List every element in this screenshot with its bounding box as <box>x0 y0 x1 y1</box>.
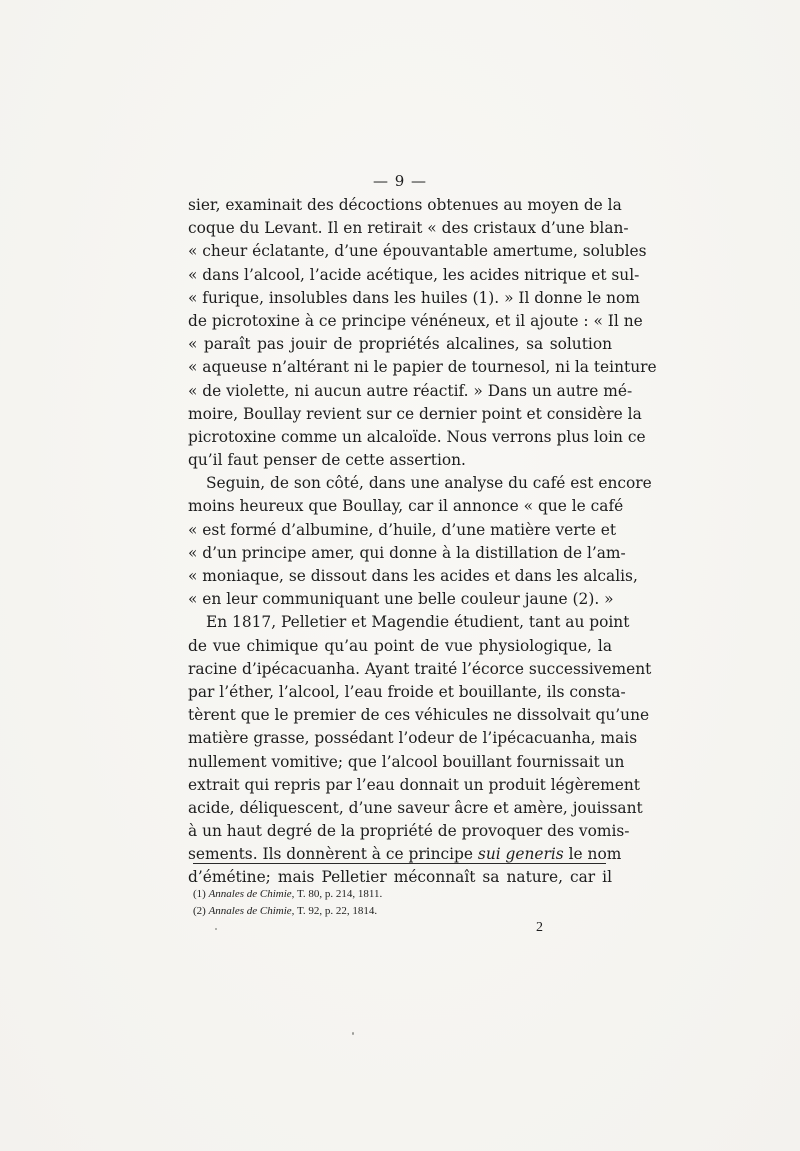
paragraph-3 <box>188 611 652 889</box>
paper-speck <box>215 928 217 930</box>
paragraph-2 <box>188 472 652 611</box>
text-line: matière grasse, possédant l’odeur de l’ipécacuanha, mais <box>188 729 638 748</box>
text-line: picrotoxine comme un alcaloïde. Nous verrons plus loin ce <box>188 427 646 446</box>
text-line: coque du Levant. Il en retirait « des cristaux d’une blan- <box>188 219 629 238</box>
text-line: acide, déliquescent, d’une saveur âcre et amère, jouissant <box>188 798 643 817</box>
text-line: tèrent que le premier de ces véhicules ne dissolvait qu’une <box>188 706 650 725</box>
text-line: En 1817, Pelletier et Magendie étudient, tant au point <box>206 613 630 632</box>
text-line: « en leur communiquant une belle couleur jaune (2). » <box>188 590 614 609</box>
text-line: Seguin, de son côté, dans une analyse du café est encore <box>206 474 652 493</box>
page-number: — 9 — <box>372 172 428 190</box>
text-line: « dans l’alcool, l’acide acétique, les acides nitrique et sul- <box>188 265 640 284</box>
text-line: par l’éther, l’alcool, l’eau froide et bouillante, ils consta- <box>188 682 626 701</box>
text-line: « moniaque, se dissout dans les acides et dans les alcalis, <box>188 567 638 585</box>
text-line: moire, Boullay revient sur ce dernier point et considère la <box>188 404 642 423</box>
footnote <box>193 886 613 903</box>
text-line: extrait qui repris par l’eau donnait un produit légèrement <box>188 775 640 794</box>
footnote-source: Annales de Chimie, <box>208 905 295 917</box>
footnotes <box>193 886 613 920</box>
text-line: racine d’ipécacuanha. Ayant traité l’écorce successivement <box>188 659 652 678</box>
footnote <box>193 903 613 920</box>
footnote-divider <box>193 863 606 864</box>
text-line: sements. Ils donnèrent à ce principe sui generis le nom <box>188 845 622 864</box>
footnote-reference: T. 92, p. 22, 1814. <box>297 905 378 917</box>
footnote-reference: T. 80, p. 214, 1811. <box>297 888 383 900</box>
text-line: « d’un principe amer, qui donne à la distillation de l’am- <box>188 543 626 562</box>
body-text <box>188 194 657 890</box>
text-line: qu’il faut penser de cette assertion. <box>188 451 466 470</box>
text-line: moins heureux que Boullay, car il annonce « que le café <box>188 497 624 516</box>
text-line: d’émétine; mais Pelletier méconnaît sa nature, car il <box>188 868 612 887</box>
footnote-source: Annales de Chimie, <box>208 888 295 900</box>
footnote-marker: (1) <box>193 888 206 900</box>
text-line: de picrotoxine à ce principe vénéneux, et il ajoute : « Il ne <box>188 311 643 330</box>
text-line: « paraît pas jouir de propriétés alcalines, sa solution <box>188 335 612 354</box>
footnote-marker: (2) <box>193 905 206 917</box>
signature-mark: 2 <box>536 920 543 935</box>
text-line: « furique, insolubles dans les huiles (1). » Il donne le nom <box>188 288 640 307</box>
text-line: sier, examinait des décoctions obtenues au moyen de la <box>188 196 622 214</box>
text-line: à un haut degré de la propriété de provoquer des vomis- <box>188 822 630 841</box>
text-line: « cheur éclatante, d’une épouvantable amertume, solubles <box>188 242 647 261</box>
paragraph-1 <box>188 194 657 472</box>
text-line: « est formé d’albumine, d’huile, d’une matière verte et <box>188 520 617 539</box>
text-line: nullement vomitive; que l’alcool bouillant fournissait un <box>188 752 625 771</box>
text-line: de vue chimique qu’au point de vue physiologique, la <box>188 636 612 655</box>
text-line: « aqueuse n’altérant ni le papier de tournesol, ni la teinture <box>188 358 657 377</box>
italic-phrase: sui generis <box>477 845 564 864</box>
text-line: « de violette, ni aucun autre réactif. » Dans un autre mé- <box>188 381 633 400</box>
paper-speck <box>352 1032 354 1035</box>
